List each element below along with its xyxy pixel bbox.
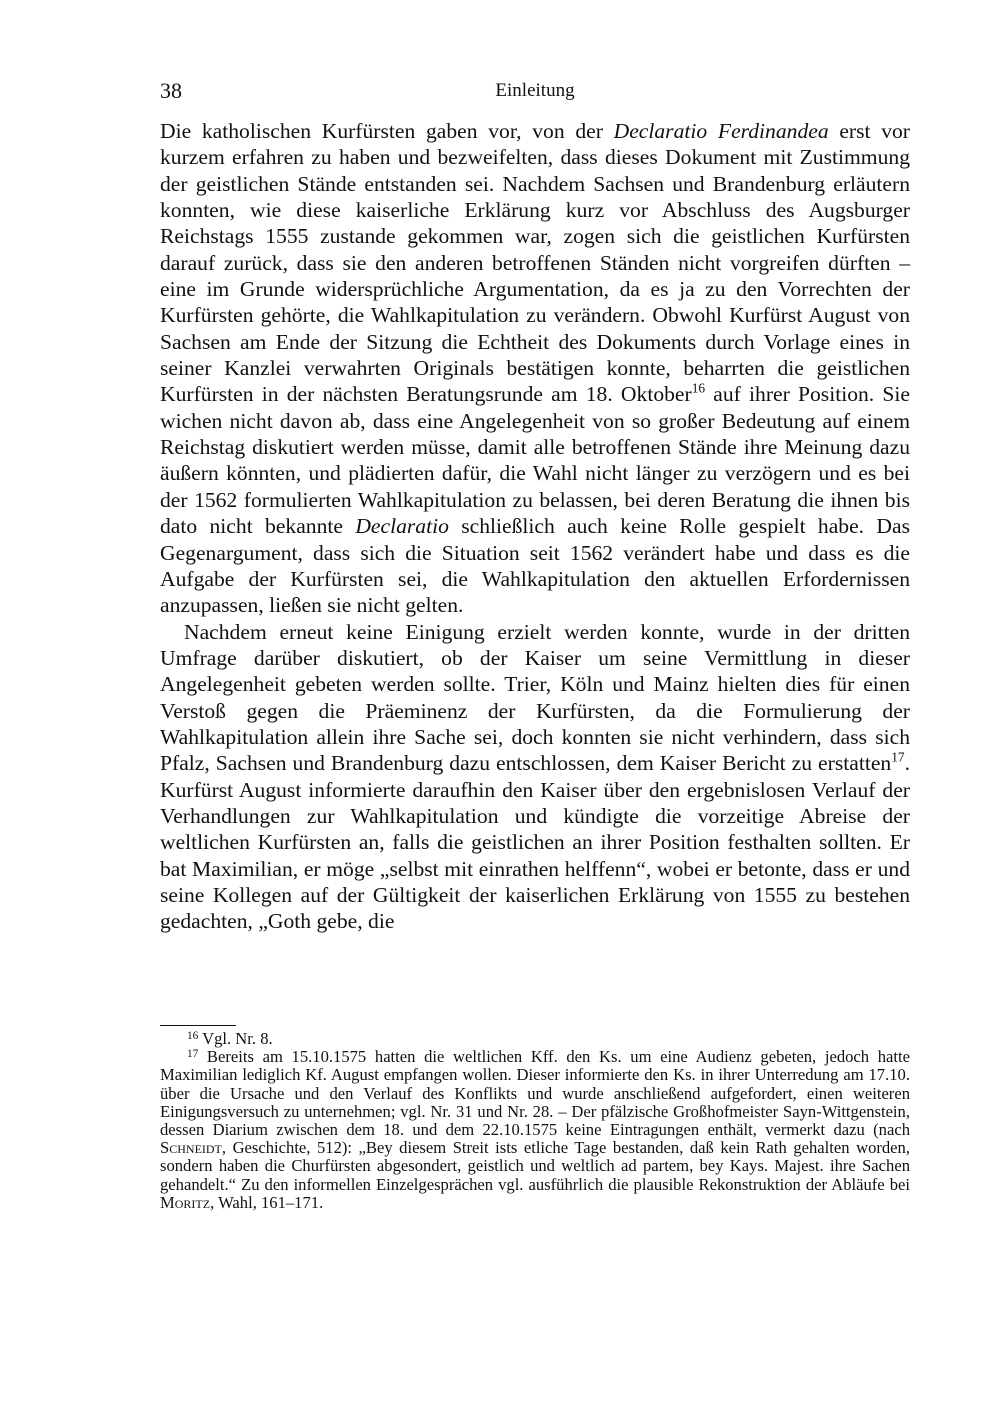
running-title: Einleitung — [495, 80, 575, 101]
footnote-mark-17: 17 — [187, 1048, 199, 1061]
main-text — [160, 118, 910, 935]
emphasis-declaratio-ferdinandea: Declaratio Ferdinandea — [613, 119, 829, 143]
paragraph-2: Nachdem erneut keine Einigung erzielt werden konnte, wurde in der dritten Umfrage darüber diskutiert, ob der Kaiser um seine Vermittlung in dieser Angelegenheit gebeten werden sollte. Trier, Köln und Mainz hielten dies für einen Verstoß gegen die Präeminenz der Kurfürsten, da die Formulierung der Wahlkapitulation allein ihre Sache sei, doch konnten sie nicht verhindern, dass sich Pfalz, Sachsen und Brandenburg dazu entschlossen, dem Kaiser Bericht zu erstatten$^{17}$. Kurfürst August informierte daraufhin den Kaiser über den ergebnislosen Verlauf der Verhandlungen zur Wahlkapitulation und kündigte die vorzeitige Abreise der weltlichen Kurfürsten an, falls die geistlichen an ihrer Position festhalten sollten. Er bat Maximilian, er möge „selbst mit einrathen helffenn“, wobei er betonte, dass er und seine Kollegen auf der Gültigkeit der kaiserlichen Erklärung von 1555 zu bestehen gedachten, „Goth gebe, die — [160, 619, 910, 934]
emphasis-declaratio: Declaratio — [355, 514, 449, 539]
footnote-ref-17[interactable]: 17 — [891, 749, 905, 765]
footnote-ref-16[interactable]: 16 — [691, 381, 706, 397]
footnote-mark-16: 16 — [187, 1029, 199, 1042]
page-number: 38 — [160, 78, 182, 103]
footnote-separator — [160, 1025, 236, 1026]
author-moritz: Moritz — [160, 1192, 211, 1212]
footnote-16: $^{16}$ Vgl. Nr. 8. — [187, 1029, 273, 1048]
footnotes — [160, 1030, 910, 1212]
paragraph-1: Die katholischen Kurfürsten gaben vor, von der Declaratio Ferdinandea erst vor kurzem erfahren zu haben und bezweifelten, dass dieses Dokument mit Zustimmung der geistlichen Stände entstanden sei. Nachdem Sachsen und Brandenburg erläutern konnten, wie diese kaiserliche Erklärung kurz vor Abschluss des Augsburger Reichstags 1555 zustande gekommen war, zogen sich die geistlichen Kurfürsten darauf zurück, dass sie den anderen betroffenen Ständen nicht vorgreifen dürften – eine im Grunde widersprüchliche Argumentation, da es ja zu den Vorrechten der Kurfürsten gehörte, die Wahlkapitulation zu verändern. Obwohl Kurfürst August von Sachsen am Ende der Sitzung die Echtheit des Dokuments durch Vorlage eines in seiner Kanzlei verwahrten Originals bestätigen konnte, beharrten die geistlichen Kurfürsten in der nächsten Beratungsrunde am 18. Oktober$^{16}$ auf ihrer Position. Sie wichen nicht davon ab, dass eine Angelegenheit von so großer Bedeutung auf einem Reichstag diskutiert werden müsse, damit alle betroffenen Stände ihre Meinung dazu äußern könnten, und plädierten dafür, die Wahl nicht länger zu verzögern und es bei der 1562 formulierten Wahlkapitulation zu belassen, bei deren Beratung die ihnen bis dato nicht bekannte Declaratio schließlich auch keine Rolle gespielt habe. Das Gegenargument, dass sich die Situation seit 1562 verändert habe und dass es die Aufgabe der Kurfürsten sei, die Wahlkapitulation den aktuellen Erfordernissen anzupassen, ließen sie nicht gelten. — [160, 119, 910, 618]
page-header — [160, 78, 910, 108]
footnote-17: $^{17}$ Bereits am 15.10.1575 hatten die weltlichen Kff. den Ks. um eine Audienz gebeten, jedoch hatte Maximilian lediglich Kf. August empfangen wollen. Dieser informierte den Ks. in ihrer Unterredung am 17.10. über die Ursache und den Verlauf des Konflikts und wurde anschließend aufgefordert, einen weiteren Einigungsversuch zu unternehmen; vgl. Nr. 31 und Nr. 28. – Der pfälzische Großhofmeister Sayn-Wittgenstein, dessen Diarium zwischen dem 18. und dem 22.10.1575 keine Eintragungen enthält, vermerkt dazu (nach Schneidt, Geschichte, 512): „Bey diesem Streit ists etliche Tage bestanden, daß kein Rath gehalten worden, sondern haben die Churfürsten abgesondert, geistlich und weltlich ad partem, bey Kays. Majest. ihre Sachen gehandelt.“ Zu den informellen Einzelgesprächen vgl. ausführlich die plausible Rekonstruktion der Abläufe bei Moritz, Wahl, 161–171. — [160, 1047, 910, 1212]
author-schneidt: Schneidt — [160, 1138, 222, 1158]
